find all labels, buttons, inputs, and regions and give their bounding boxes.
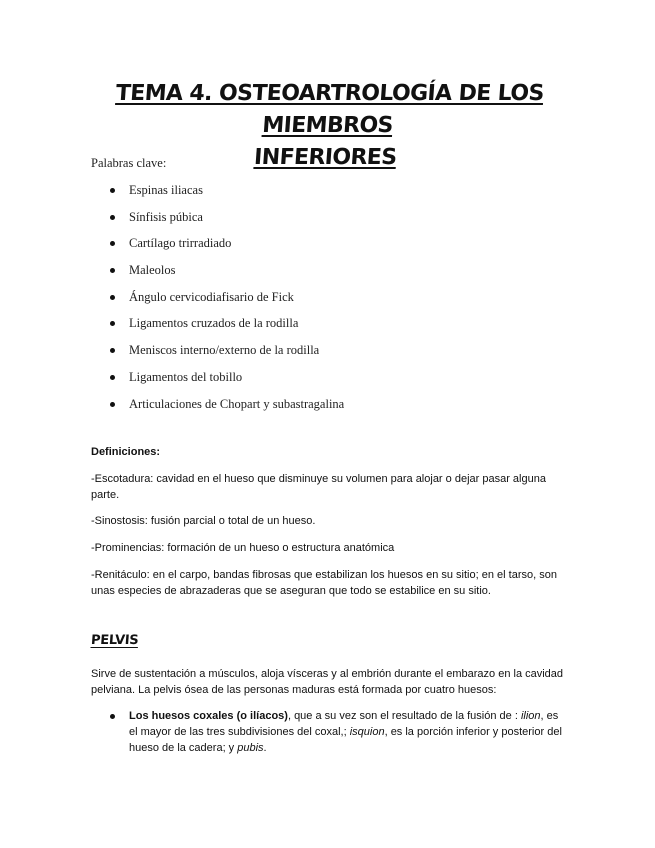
bullet-icon <box>110 241 115 246</box>
title-line-1: TEMA 4. OSTEOARTROLOGÍA DE LOS MIEMBROS <box>114 81 545 138</box>
title-line-2: INFERIORES <box>253 145 398 170</box>
definition-sinostosis: -Sinostosis: fusión parcial o total de un hueso. <box>91 515 316 527</box>
definition-prominencias: -Prominencias: formación de un hueso o estructura anatómica <box>91 542 395 554</box>
bullet-icon <box>110 215 115 220</box>
bullet-icon <box>110 348 115 353</box>
bullet-icon <box>110 188 115 193</box>
definition-renitaculo: -Renitáculo: en el carpo, bandas fibrosas que estabilizan los huesos en su sitio; en el tarso, son unas especies de abrazaderas que se aseguran que todo se estabilice en su sitio. <box>91 569 557 597</box>
list-item: Espinas iliacas <box>110 182 344 209</box>
definition-escotadura: -Escotadura: cavidad en el hueso que disminuye su volumen para alojar o dejar pasar alguna parte. <box>91 473 546 501</box>
keywords-list <box>110 182 344 422</box>
definitions-heading: Definiciones: <box>91 446 161 458</box>
list-item: Ligamentos del tobillo <box>110 369 344 396</box>
bullet-icon <box>110 714 115 719</box>
list-item: Ligamentos cruzados de la rodilla <box>110 315 344 342</box>
list-item: Sínfisis púbica <box>110 209 344 236</box>
list-item: Ángulo cervicodiafisario de Fick <box>110 289 344 316</box>
list-item: Meniscos interno/externo de la rodilla <box>110 342 344 369</box>
list-item: Maleolos <box>110 262 344 289</box>
bullet-icon <box>110 375 115 380</box>
keywords-label: Palabras clave: <box>91 156 167 170</box>
list-item: Cartílago trirradiado <box>110 235 344 262</box>
bullet-icon <box>110 268 115 273</box>
list-item: Articulaciones de Chopart y subastragalina <box>110 396 344 423</box>
list-item-coxales: Los huesos coxales (o ilíacos), que a su vez son el resultado de la fusión de : ilion, es el mayor de las tres subdivisiones del coxal,; isquion, es la porción inferior y posterior del hueso de la cadera; y pubis. <box>110 708 569 756</box>
bullet-icon <box>110 295 115 300</box>
bullet-icon <box>110 321 115 326</box>
section-heading-pelvis: PELVIS <box>90 633 139 648</box>
bullet-icon <box>110 402 115 407</box>
pelvis-intro: Sirve de sustentación a músculos, aloja vísceras y al embrión durante el embarazo en la cavidad pelviana. La pelvis ósea de las personas maduras está formada por cuatro huesos: <box>91 668 564 696</box>
